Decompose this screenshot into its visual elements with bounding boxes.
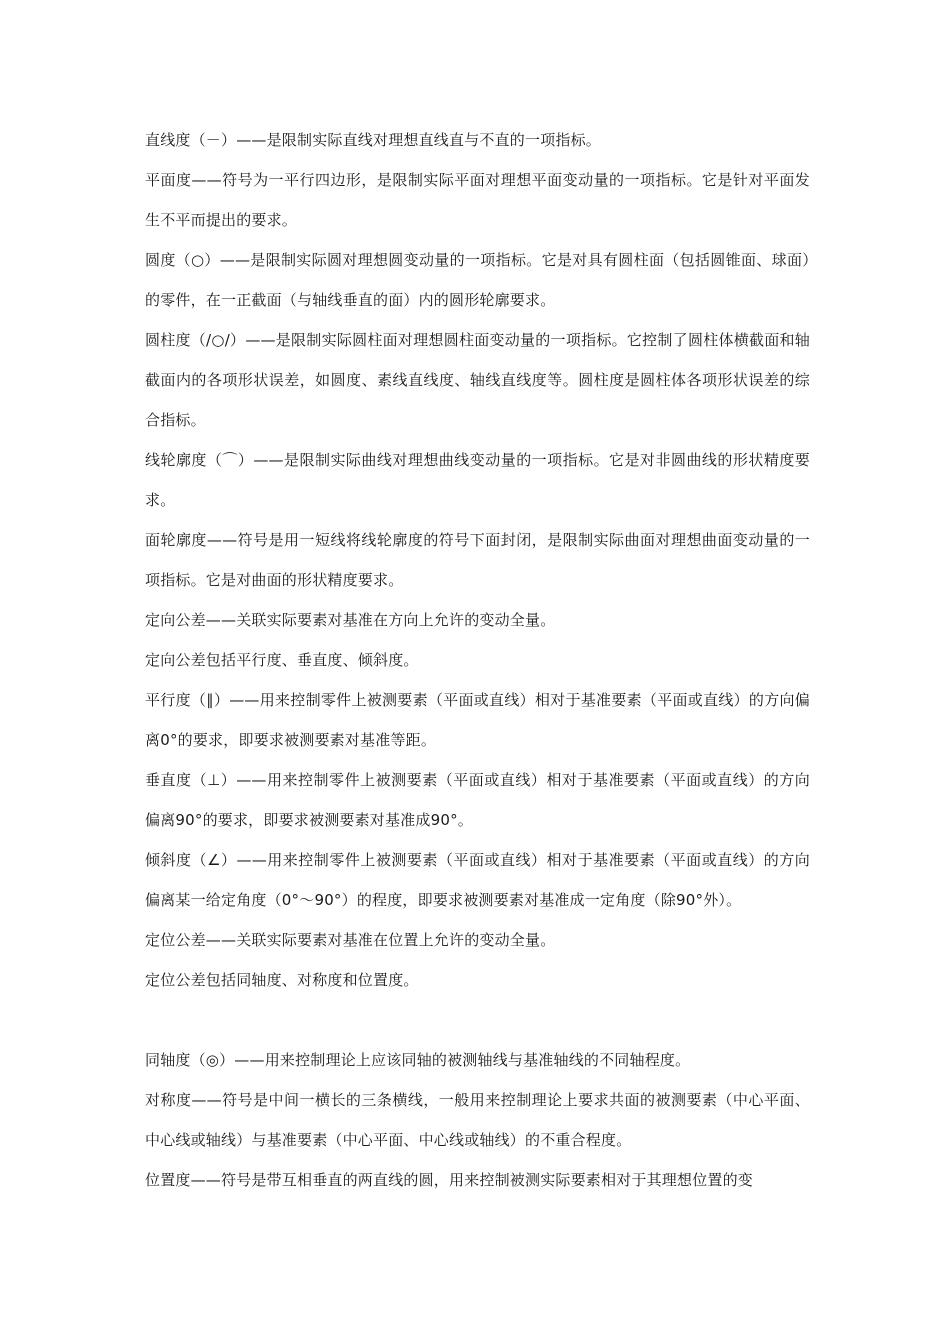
paragraph-orientation-types: 定向公差包括平行度、垂直度、倾斜度。: [145, 651, 419, 669]
paragraph-flatness: 平面度——符号为一平行四边形，是限制实际平面对理想平面变动量的一项指标。它是针对平面发生不平而提出的要求。: [145, 171, 810, 229]
paragraph-surface-profile: 面轮廓度——符号是用一短线将线轮廓度的符号下面封闭，是限制实际曲面对理想曲面变动量的一项指标。它是对曲面的形状精度要求。: [145, 531, 810, 589]
blank-line: [145, 1000, 810, 1040]
paragraph-straightness: 直线度（－）——是限制实际直线对理想直线直与不直的一项指标。: [145, 131, 602, 149]
paragraph-angularity: 倾斜度（∠）——用来控制零件上被测要素（平面或直线）相对于基准要素（平面或直线）的方向偏离某一给定角度（0°～90°）的程度，即要求被测要素对基准成一定角度（除90°外）。: [145, 851, 810, 909]
paragraph-coaxiality: 同轴度（◎）——用来控制理论上应该同轴的被测轴线与基准轴线的不同轴程度。: [145, 1051, 691, 1069]
paragraph-perpendicularity: 垂直度（⊥）——用来控制零件上被测要素（平面或直线）相对于基准要素（平面或直线）的方向偏离90°的要求，即要求被测要素对基准成90°。: [145, 771, 810, 829]
paragraph-location-tolerance: 定位公差——关联实际要素对基准在位置上允许的变动全量。: [145, 931, 556, 949]
paragraph-location-types: 定位公差包括同轴度、对称度和位置度。: [145, 971, 419, 989]
paragraph-position: 位置度——符号是带互相垂直的两直线的圆，用来控制被测实际要素相对于其理想位置的变: [145, 1171, 754, 1189]
paragraph-cylindricity: 圆柱度（/○/）——是限制实际圆柱面对理想圆柱面变动量的一项指标。它控制了圆柱体横截面和轴截面内的各项形状误差，如圆度、素线直线度、轴线直线度等。圆柱度是圆柱体各项形状误差的综合指标。: [145, 331, 810, 429]
paragraph-roundness: 圆度（○）——是限制实际圆对理想圆变动量的一项指标。它是对具有圆柱面（包括圆锥面、球面）的零件，在一正截面（与轴线垂直的面）内的圆形轮廓要求。: [145, 251, 810, 309]
paragraph-symmetry: 对称度——符号是中间一横长的三条横线，一般用来控制理论上要求共面的被测要素（中心平面、中心线或轴线）与基准要素（中心平面、中心线或轴线）的不重合程度。: [145, 1091, 810, 1149]
document-body: [145, 120, 810, 1200]
paragraph-parallelism: 平行度（∥）——用来控制零件上被测要素（平面或直线）相对于基准要素（平面或直线）的方向偏离0°的要求，即要求被测要素对基准等距。: [145, 691, 810, 749]
paragraph-orientation-tolerance: 定向公差——关联实际要素对基准在方向上允许的变动全量。: [145, 611, 556, 629]
paragraph-line-profile: 线轮廓度（⌒）——是限制实际曲线对理想曲线变动量的一项指标。它是对非圆曲线的形状精度要求。: [145, 451, 810, 509]
